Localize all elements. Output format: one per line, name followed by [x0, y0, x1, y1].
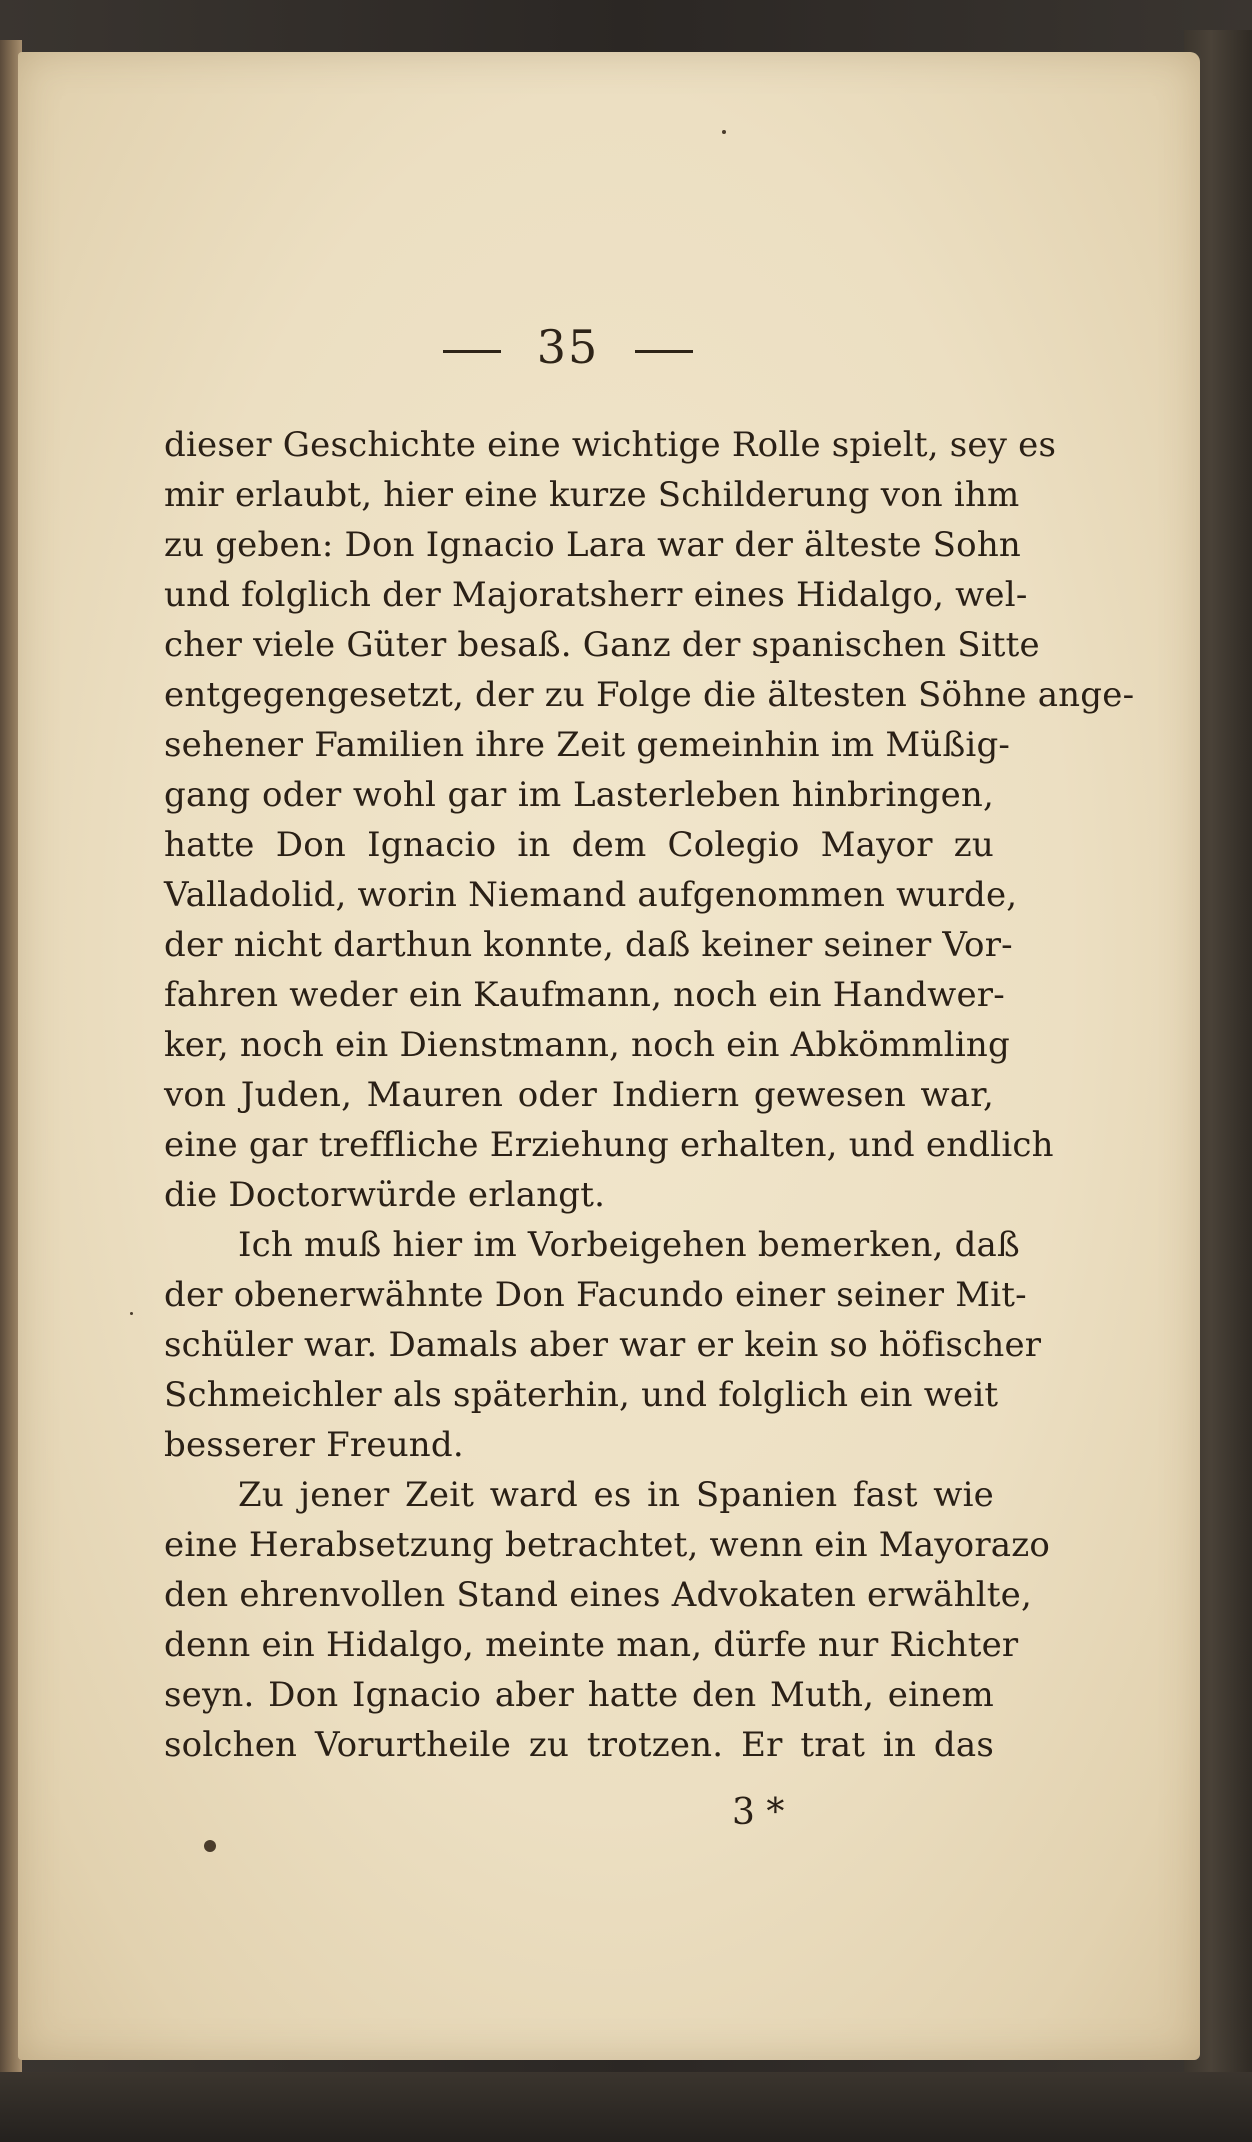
text-line: und folglich der Majoratsherr eines Hidalgo, wel-: [164, 575, 1028, 615]
text-line: Schmeichler als späterhin, und folglich ein weit: [164, 1375, 999, 1415]
ink-speck: [130, 1312, 133, 1315]
text-line: die Doctorwürde erlangt.: [164, 1175, 606, 1215]
text-line: seyn. Don Ignacio aber hatte den Muth, einem: [164, 1675, 994, 1715]
text-line: der obenerwähnte Don Facundo einer seiner Mit-: [164, 1275, 1027, 1315]
ink-speck: [722, 130, 726, 134]
text-line: cher viele Güter besaß. Ganz der spanischen Sitte: [164, 625, 1040, 665]
text-line: schüler war. Damals aber war er kein so höfischer: [164, 1325, 1042, 1365]
text-line: besserer Freund.: [164, 1425, 464, 1465]
text-line: entgegengesetzt, der zu Folge die ältesten Söhne ange-: [164, 675, 1135, 715]
text-line: von Juden, Mauren oder Indiern gewesen war,: [164, 1075, 994, 1115]
book-cover-bottom: [0, 2072, 1252, 2142]
text-line: fahren weder ein Kaufmann, noch ein Handwer-: [164, 975, 1005, 1015]
header-dash-left: [443, 350, 501, 353]
page-number: 35: [536, 320, 600, 374]
ink-speck: [204, 1840, 216, 1852]
text-line: gang oder wohl gar im Lasterleben hinbringen,: [164, 775, 994, 815]
text-line: denn ein Hidalgo, meinte man, dürfe nur Richter: [164, 1625, 1019, 1665]
printer-signature-mark: 3 *: [732, 1792, 785, 1833]
text-line: der nicht darthun konnte, daß keiner seiner Vor-: [164, 925, 1013, 965]
text-line: Valladolid, worin Niemand aufgenommen wurde,: [164, 875, 1018, 915]
text-line: ker, noch ein Dienstmann, noch ein Abkömmling: [164, 1025, 1010, 1065]
text-line: zu geben: Don Ignacio Lara war der älteste Sohn: [164, 525, 1022, 565]
text-line: den ehrenvollen Stand eines Advokaten erwählte,: [164, 1575, 1032, 1615]
book-page: [18, 52, 1200, 2060]
page-header: [18, 320, 1118, 374]
text-line: dieser Geschichte eine wichtige Rolle spielt, sey es: [164, 425, 1057, 465]
text-line: hatte Don Ignacio in dem Colegio Mayor zu: [164, 825, 994, 865]
paragraph-first-line: Zu jener Zeit ward es in Spanien fast wie: [238, 1475, 994, 1515]
text-line: mir erlaubt, hier eine kurze Schilderung von ihm: [164, 475, 1020, 515]
text-line: solchen Vorurtheile zu trotzen. Er trat in das: [164, 1725, 994, 1765]
text-line: eine gar treffliche Erziehung erhalten, und endlich: [164, 1125, 1054, 1165]
paragraph-first-line: Ich muß hier im Vorbeigehen bemerken, daß: [238, 1225, 1020, 1265]
text-line: sehener Familien ihre Zeit gemeinhin im Müßig-: [164, 725, 1011, 765]
header-dash-right: [635, 350, 693, 353]
body-text: [164, 420, 1135, 1770]
text-line: eine Herabsetzung betrachtet, wenn ein Mayorazo: [164, 1525, 1051, 1565]
